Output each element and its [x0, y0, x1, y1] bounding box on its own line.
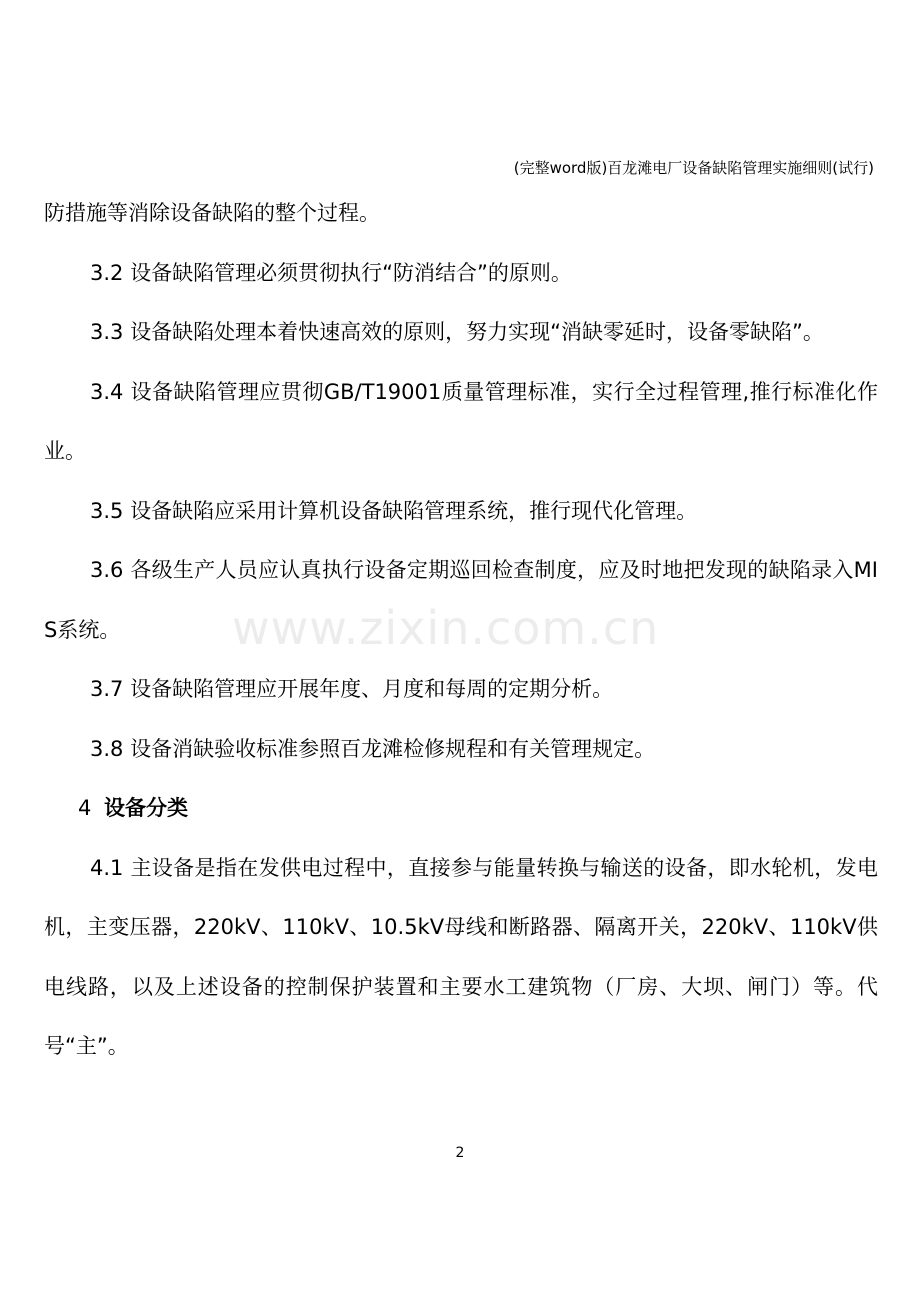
- paragraph-4-1: 4.1 主设备是指在发供电过程中，直接参与能量转换与输送的设备，即水轮机，发电机，主变压器，220kV、110kV、10.5kV母线和断路器、隔离开关，220kV、110kV供电线路，以及上述设备的控制保护装置和主要水工建筑物（厂房、大坝、闸门）等。代号“主”。: [44, 855, 878, 1058]
- paragraph-3-6: 3.6 各级生产人员应认真执行设备定期巡回检查制度，应及时地把发现的缺陷录入MIS系统。: [44, 558, 878, 642]
- paragraph-3-4: 3.4 设备缺陷管理应贯彻GB/T19001质量管理标准，实行全过程管理,推行标准化作业。: [44, 379, 878, 463]
- section-number: 4: [78, 796, 92, 820]
- section-heading-4: [44, 779, 878, 839]
- paragraph-3-2: 3.2 设备缺陷管理必须贯彻执行“防消结合”的原则。: [90, 260, 572, 285]
- paragraph-3-5: 3.5 设备缺陷应采用计算机设备缺陷管理系统，推行现代化管理。: [90, 498, 698, 523]
- paragraph-continuation: 防措施等消除设备缺陷的整个过程。: [44, 201, 380, 225]
- running-header: (完整word版)百龙滩电厂设备缺陷管理实施细则(试行): [513, 159, 874, 177]
- body-text: [44, 184, 878, 1077]
- paragraph-3-7: 3.7 设备缺陷管理应开展年度、月度和每周的定期分析。: [90, 677, 614, 701]
- paragraph-3-8: 3.8 设备消缺验收标准参照百龙滩检修规程和有关管理规定。: [90, 736, 656, 761]
- section-title: 设备分类: [104, 796, 188, 820]
- paragraph-3-3: 3.3 设备缺陷处理本着快速高效的原则，努力实现“消缺零延时，设备零缺陷”。: [90, 320, 824, 344]
- watermark: www.zixin.com.cn: [232, 601, 660, 655]
- page-number: 2: [455, 1145, 465, 1161]
